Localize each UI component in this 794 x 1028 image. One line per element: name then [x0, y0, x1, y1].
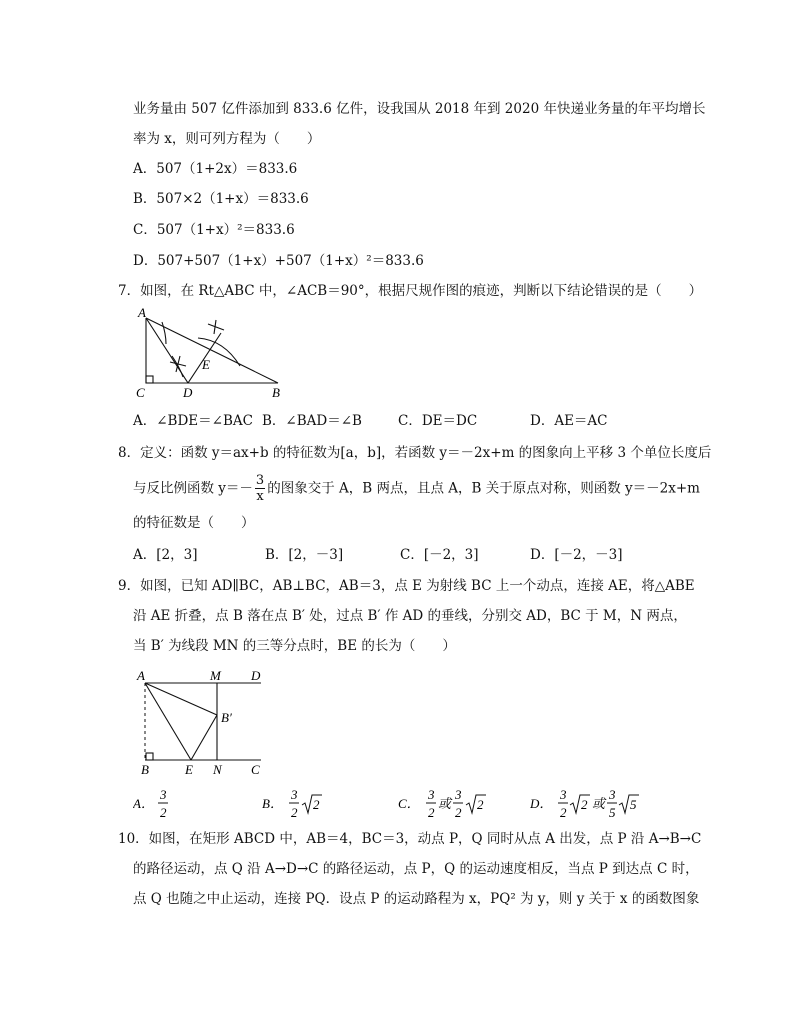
q9-option-a-label: A． — [133, 796, 154, 811]
q7-option-b: B．∠BAD＝∠B — [262, 413, 362, 429]
q9-label-b-prime: B′ — [221, 710, 232, 725]
q9-label-n: N — [213, 762, 222, 777]
q8-option-d: D．[－2，－3] — [530, 547, 623, 563]
q9-option-b-label: B． — [262, 796, 283, 811]
q9-option-d-label: D． — [530, 796, 553, 811]
q9-d-den2: 5 — [609, 805, 616, 820]
q6-line-2: 率为 x，则可列方程为（ ） — [133, 131, 321, 147]
q8-fraction — [255, 473, 265, 504]
q7-label-d: D — [183, 385, 193, 400]
q9-a-den: 2 — [160, 805, 167, 820]
q7-figure — [132, 304, 292, 402]
q9-b-radicand: 2 — [313, 797, 320, 812]
q7-label-a: A — [138, 305, 146, 320]
q9-option-c — [398, 786, 528, 822]
q10-line-2: 的路径运动，点 Q 沿 A→D→C 的路径运动，点 P，Q 的运动速度相反，当点 P 到达点 C 时， — [133, 861, 699, 877]
q6-option-d: D．507+507（1+x）+507（1+x）²＝833.6 — [133, 253, 424, 269]
q7-option-a: A．∠BDE＝∠BAC — [133, 413, 253, 429]
q6-option-a: A．507（1+2x）＝833.6 — [133, 161, 298, 177]
q9-c-num1: 3 — [428, 787, 435, 802]
q10-line-3: 点 Q 也随之中止运动，连接 PQ．设点 P 的运动路程为 x，PQ² 为 y，则 y 关于 x 的函数图象 — [133, 891, 700, 907]
q8-option-a: A．[2，3] — [133, 547, 198, 563]
q9-d-radicand-1: 2 — [581, 797, 588, 812]
q9-label-e: E — [185, 762, 193, 777]
q9-line-3: 当 B′ 为线段 MN 的三等分点时，BE 的长为（ ） — [133, 638, 456, 654]
q7-label-b: B — [272, 385, 280, 400]
q9-c-or: 或 — [438, 796, 452, 811]
q8-option-c: C．[－2，3] — [400, 547, 479, 563]
q9-c-den1: 2 — [428, 805, 435, 820]
q9-line-1: 9．如图，已知 AD∥BC，AB⊥BC，AB＝3，点 E 为射线 BC 上一个动点，连接 AE，将△ABE — [118, 578, 695, 594]
q8-option-b: B．[2，－3] — [265, 547, 344, 563]
q9-option-a — [133, 786, 243, 822]
q6-option-c: C．507（1+x）²＝833.6 — [133, 222, 295, 238]
q10-line-1: 10．如图，在矩形 ABCD 中，AB＝4，BC＝3，动点 P，Q 同时从点 A 出发，点 P 沿 A→B→C — [118, 831, 702, 847]
q9-b-den: 2 — [291, 805, 298, 820]
q7-label-c: C — [136, 385, 145, 400]
q6-line-1: 业务量由 507 亿件添加到 833.6 亿件，设我国从 2018 年到 2020 年快递业务量的年平均增长 — [133, 101, 706, 117]
q9-line-2: 沿 AE 折叠，点 B 落在点 B′ 处，过点 B′ 作 AD 的垂线，分别交 AD，BC 于 M，N 两点， — [133, 608, 687, 624]
q9-a-num: 3 — [160, 787, 167, 802]
q9-c-num2: 3 — [455, 787, 462, 802]
q7-option-c: C．DE＝DC — [398, 413, 478, 429]
q9-b-num: 3 — [291, 787, 298, 802]
q8-fraction-numerator: 3 — [255, 473, 265, 488]
q9-label-b: B — [141, 762, 149, 777]
q9-d-radicand-2: 5 — [630, 797, 637, 812]
q8-line-2 — [133, 473, 700, 509]
q9-option-d — [530, 786, 670, 822]
q9-label-c: C — [251, 762, 260, 777]
q9-d-or: 或 — [592, 796, 606, 811]
q9-d-num1: 3 — [560, 787, 567, 802]
q8-line-3: 的特征数是（ ） — [133, 515, 255, 531]
q8-line-2-post: 的图象交于 A，B 两点，且点 A，B 关于原点对称，则函数 y＝－2x+m — [267, 480, 700, 497]
q6-option-b: B．507×2（1+x）＝833.6 — [133, 191, 309, 207]
q7-stem: 7．如图，在 Rt△ABC 中，∠ACB＝90°，根据尺规作图的痕迹，判断以下结论错误的是（ ） — [118, 283, 703, 299]
q9-d-den1: 2 — [560, 805, 567, 820]
q8-line-1: 8．定义：函数 y＝ax+b 的特征数为[a，b]，若函数 y＝－2x+m 的图象向上平移 3 个单位长度后 — [118, 445, 712, 461]
q8-fraction-denominator: x — [256, 489, 264, 504]
q9-label-a: A — [137, 668, 145, 683]
q7-option-d: D．AE＝AC — [530, 413, 608, 429]
q9-c-radicand: 2 — [477, 797, 484, 812]
q9-figure — [133, 664, 273, 780]
q9-option-b — [262, 786, 382, 822]
q9-d-num2: 3 — [609, 787, 616, 802]
q7-label-e: E — [202, 357, 210, 372]
q9-label-m: M — [210, 668, 221, 683]
q9-option-c-label: C． — [398, 796, 420, 811]
q9-label-d: D — [251, 668, 261, 683]
q8-line-2-pre: 与反比例函数 y＝－ — [133, 480, 253, 497]
q9-c-den2: 2 — [455, 805, 462, 820]
